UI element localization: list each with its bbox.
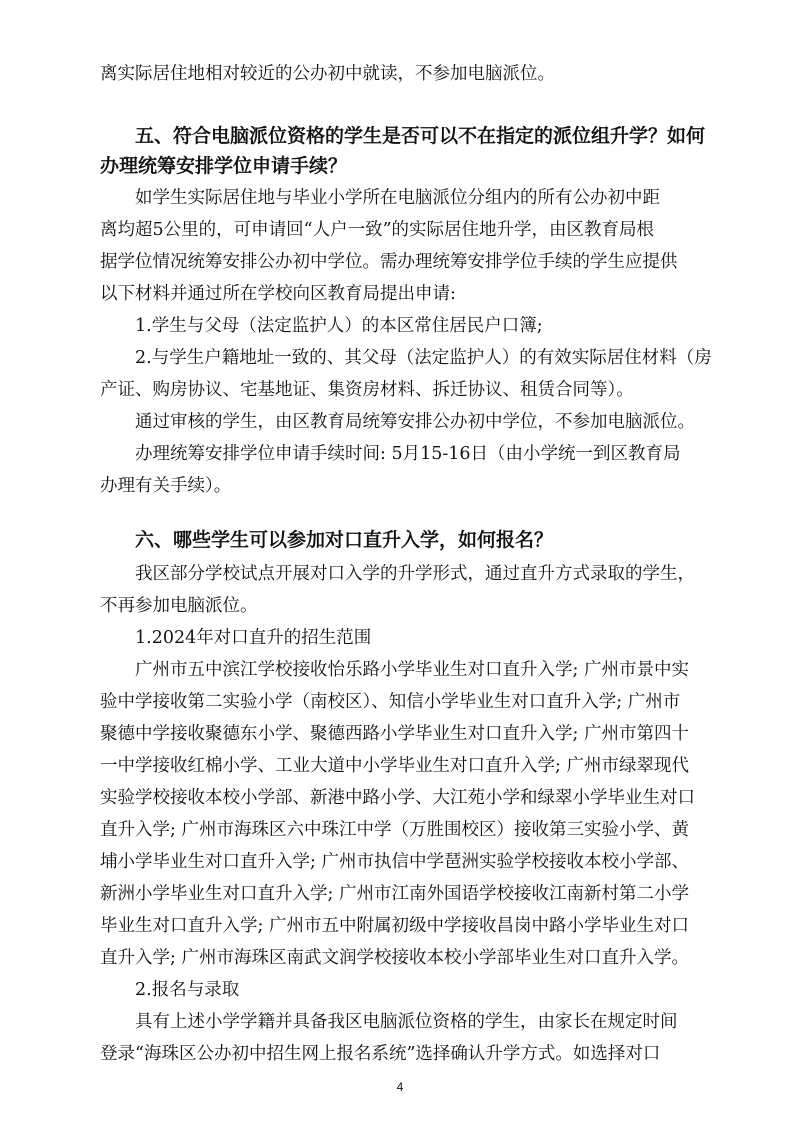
subheading: 2.报名与录取 [135,980,240,1000]
paragraph-line: 以下材料并通过所在学校向区教育局提出申请: [100,284,456,304]
paragraph-line: 不再参加电脑派位。 [100,596,258,616]
paragraph-line: 办理统筹安排学位申请手续时间: 5月15-16日（由小学统一到区教育局 [135,444,681,464]
paragraph-line: 办理有关手续）。 [100,476,232,496]
paragraph-line: 实验学校接收本校小学部、新港中路小学、大江苑小学和绿翠小学毕业生对口 [100,788,695,808]
list-item: 2.与学生户籍地址一致的、其父母（法定监护人）的有效实际居住材料（房 [135,348,712,368]
paragraph-line: 据学位情况统筹安排公办初中学位。需办理统筹安排学位手续的学生应提供 [100,252,678,272]
paragraph-line: 埔小学毕业生对口直升入学; 广州市执信中学琶洲实验学校接收本校小学部、 [100,852,689,872]
paragraph-line: 一中学接收红棉小学、工业大道中小学毕业生对口直升入学; 广州市绿翠现代 [100,756,689,776]
paragraph-line: 广州市五中滨江学校接收怡乐路小学毕业生对口直升入学; 广州市景中实 [135,660,689,680]
paragraph-line: 直升入学; 广州市海珠区南武文润学校接收本校小学部毕业生对口直升入学。 [100,948,689,968]
paragraph-line: 离实际居住地相对较近的公办初中就读，不参加电脑派位。 [100,64,555,84]
paragraph-line: 具有上述小学学籍并具备我区电脑派位资格的学生，由家长在规定时间 [135,1012,678,1032]
section-heading: 五、符合电脑派位资格的学生是否可以不在指定的派位组升学？如何 [135,125,706,147]
paragraph-line: 验中学接收第二实验小学（南校区）、知信小学毕业生对口直升入学; 广州市 [100,692,681,712]
list-item: 1.学生与父母（法定监护人）的本区常住居民户口簿; [135,316,543,336]
paragraph-line: 通过审核的学生，由区教育局统筹安排公办初中学位，不参加电脑派位。 [135,412,695,432]
paragraph-line: 离均超5公里的，可申请回“人户一致”的实际居住地升学，由区教育局根 [100,220,655,240]
section-heading: 六、哪些学生可以参加对口直升入学，如何报名？ [135,529,554,551]
paragraph-line: 产证、购房协议、宅基地证、集资房材料、拆迁协议、租赁合同等）。 [100,380,634,400]
subheading: 1.2024年对口直升的招生范围 [135,628,372,648]
paragraph-line: 登录“海珠区公办初中招生网上报名系统”选择确认升学方式。如选择对口 [100,1044,661,1064]
paragraph-line: 如学生实际居住地与毕业小学所在电脑派位分组内的所有公办初中距 [135,188,660,208]
section-heading: 办理统筹安排学位申请手续？ [100,155,348,177]
paragraph-line: 直升入学; 广州市海珠区六中珠江中学（万胜围校区）接收第三实验小学、黄 [100,820,689,840]
paragraph-line: 我区部分学校试点开展对口入学的升学形式，通过直升方式录取的学生， [135,564,695,584]
paragraph-line: 毕业生对口直升入学; 广州市五中附属初级中学接收昌岗中路小学毕业生对口 [100,916,689,936]
paragraph-line: 聚德中学接收聚德东小学、聚德西路小学毕业生对口直升入学; 广州市第四十 [100,724,689,744]
page-number: 4 [396,1080,404,1094]
paragraph-line: 新洲小学毕业生对口直升入学; 广州市江南外国语学校接收江南新村第二小学 [100,884,689,904]
